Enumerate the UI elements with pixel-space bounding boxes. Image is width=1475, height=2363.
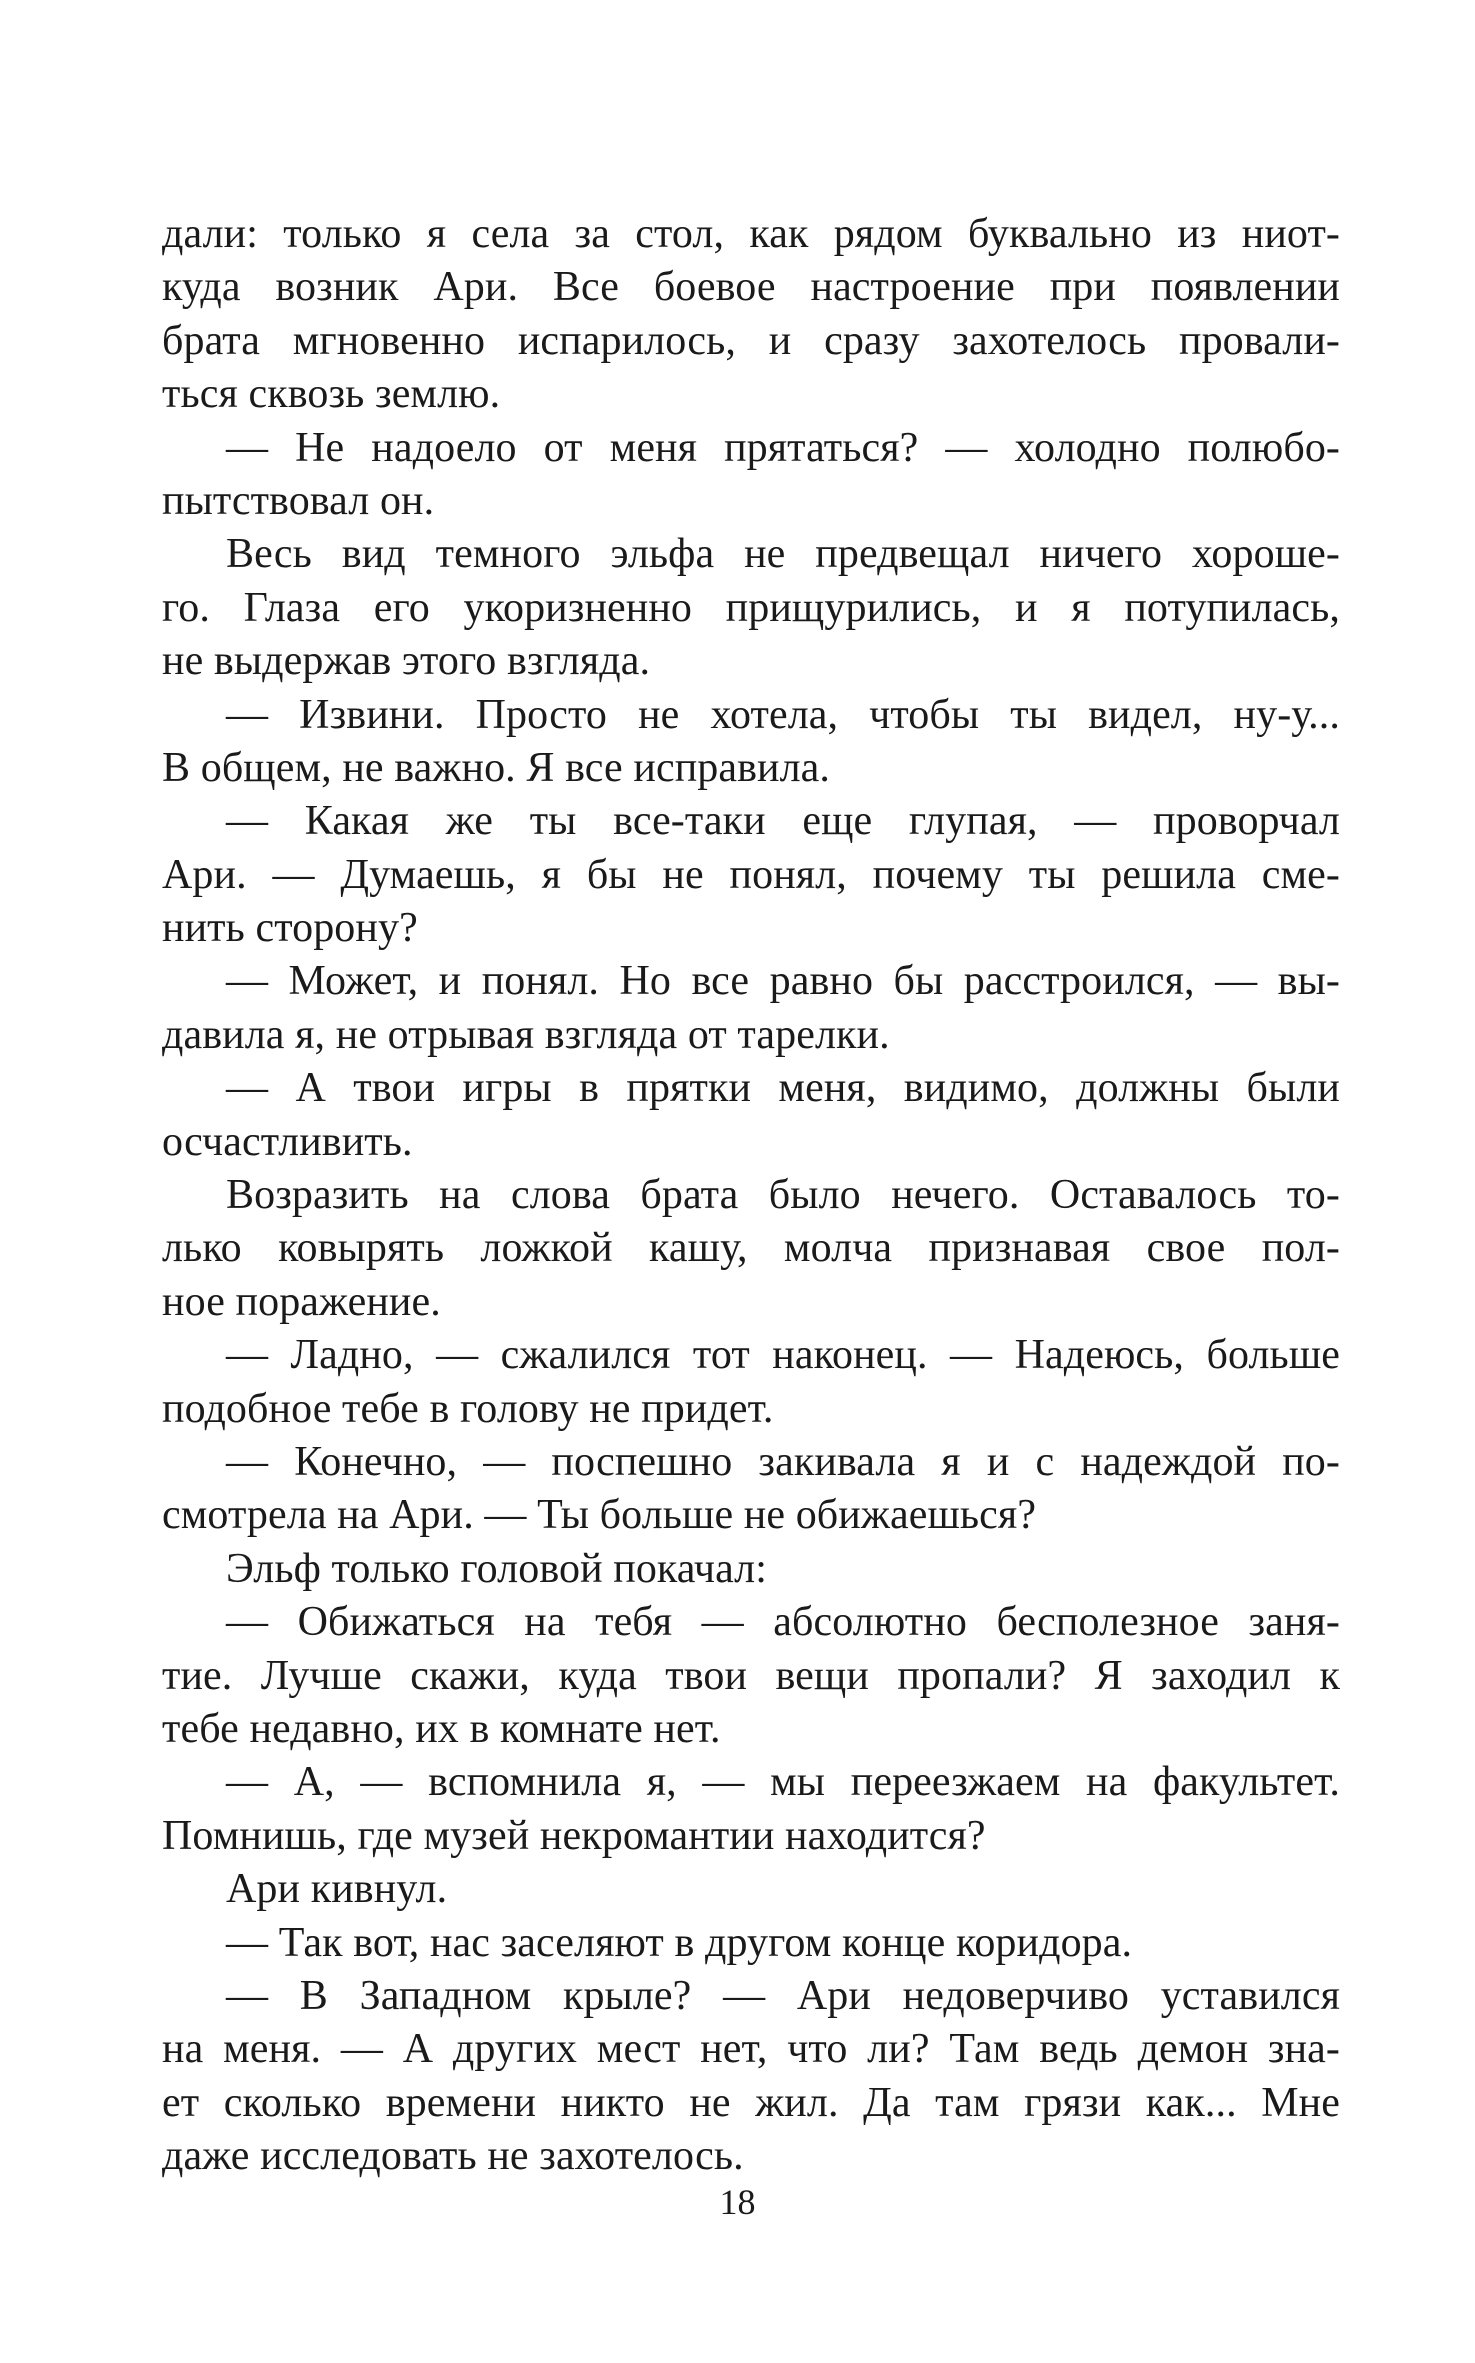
text-line: ет сколько времени никто не жил. Да там грязи как... Мне: [162, 2079, 1340, 2126]
text-line: — Ладно, — сжалился тот наконец. — Надеюсь, больше: [226, 1332, 1340, 1379]
text-line: ться сквозь землю.: [162, 371, 501, 418]
text-line: го. Глаза его укоризненно прищурились, и я потупилась,: [162, 584, 1340, 631]
text-line: Ари кивнул.: [226, 1866, 448, 1913]
text-line: брата мгновенно испарилось, и сразу захотелось провали-: [162, 317, 1340, 364]
text-line: на меня. — А других мест нет, что ли? Там ведь демон зна-: [162, 2026, 1340, 2073]
text-line: — Не надоело от меня прятаться? — холодно полюбо-: [226, 424, 1340, 471]
text-line: куда возник Ари. Все боевое настроение при появлении: [162, 264, 1340, 311]
text-line: тие. Лучше скажи, куда твои вещи пропали? Я заходил к: [162, 1652, 1340, 1699]
text-line: — Может, и понял. Но все равно бы расстроился, — вы-: [226, 958, 1340, 1005]
text-line: смотрела на Ари. — Ты больше не обижаешься?: [162, 1492, 1037, 1539]
text-line: — Извини. Просто не хотела, чтобы ты видел, ну-у...: [226, 691, 1340, 738]
text-line: Помнишь, где музей некромантии находится?: [162, 1812, 986, 1859]
text-line: — А, — вспомнила я, — мы переезжаем на факультет.: [226, 1759, 1340, 1806]
text-line: Эльф только головой покачал:: [226, 1545, 768, 1592]
text-line: — Конечно, — поспешно закивала я и с надеждой по-: [226, 1438, 1340, 1485]
text-line: — А твои игры в прятки меня, видимо, должны были: [226, 1065, 1340, 1112]
text-line: нить сторону?: [162, 905, 418, 952]
text-line: лько ковырять ложкой кашу, молча признавая свое пол-: [162, 1225, 1340, 1272]
text-line: подобное тебе в голову не придет.: [162, 1385, 774, 1432]
page-number: 18: [719, 2182, 756, 2222]
text-line: даже исследовать не захотелось.: [162, 2133, 744, 2180]
text-line: — В Западном крыле? — Ари недоверчиво уставился: [226, 1972, 1340, 2019]
text-line: давила я, не отрывая взгляда от тарелки.: [162, 1011, 890, 1058]
text-line: пытствовал он.: [162, 477, 435, 524]
text-line: тебе недавно, их в комнате нет.: [162, 1705, 721, 1752]
text-line: осчастливить.: [162, 1118, 413, 1165]
text-line: Весь вид темного эльфа не предвещал ничего хороше-: [226, 531, 1340, 578]
text-line: — Обижаться на тебя — абсолютно бесполезное заня-: [226, 1599, 1340, 1646]
text-line: Возразить на слова брата было нечего. Оставалось то-: [226, 1172, 1340, 1219]
page-text-block: [162, 208, 1340, 2183]
text-line: не выдержав этого взгляда.: [162, 638, 651, 685]
text-line: — Какая же ты все-таки еще глупая, — проворчал: [226, 798, 1340, 845]
text-line: ное поражение.: [162, 1278, 441, 1325]
text-line: — Так вот, нас заселяют в другом конце коридора.: [226, 1919, 1133, 1966]
text-line: Ари. — Думаешь, я бы не понял, почему ты решила сме-: [162, 851, 1340, 898]
text-line: В общем, не важно. Я все исправила.: [162, 744, 831, 791]
text-line: дали: только я села за стол, как рядом буквально из ниот-: [162, 211, 1340, 257]
